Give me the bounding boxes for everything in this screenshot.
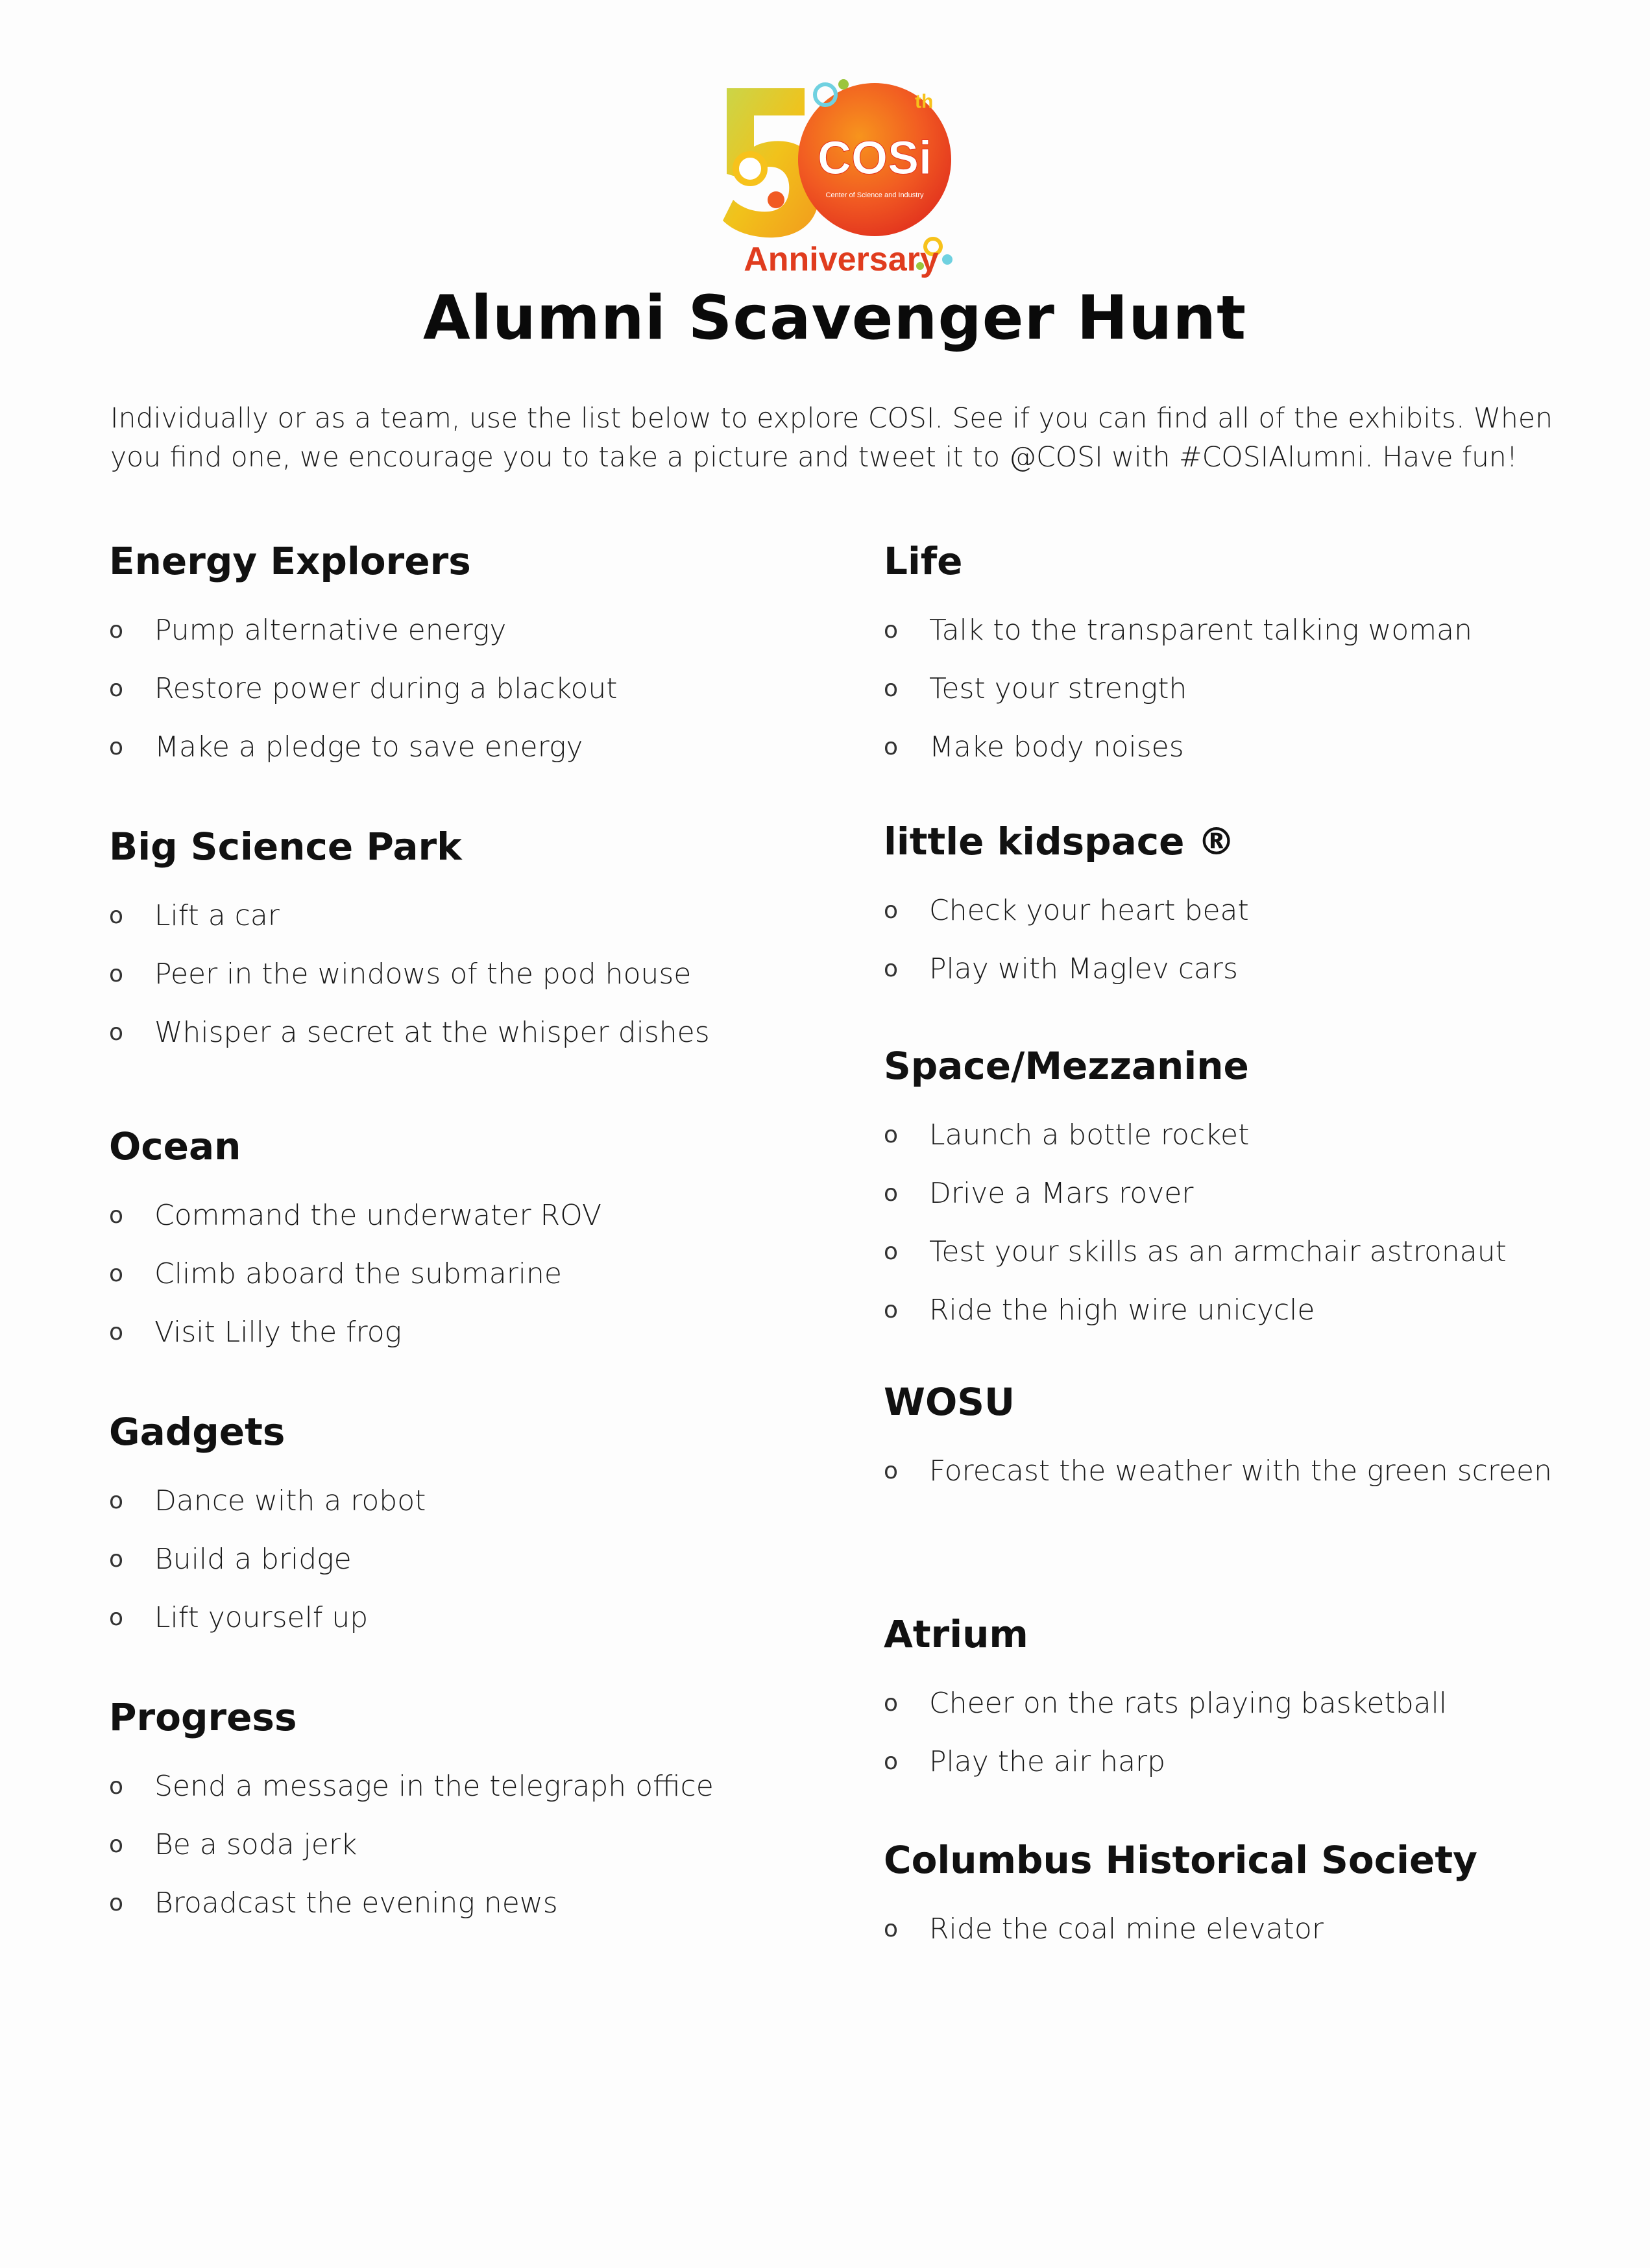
checklist-item-label: Pump alternative energy [154,613,507,647]
checklist [884,881,1249,998]
checklist [884,1105,1507,1339]
checklist-item [884,1442,1552,1500]
checklist-item [884,1281,1507,1339]
checklist-item [884,601,1472,659]
checklist-item [109,659,618,718]
checklist-item [109,1186,601,1244]
page-title: Alumni Scavenger Hunt [422,283,1247,354]
checklist [884,601,1472,776]
circle-bullet-icon: o [884,1179,899,1207]
checklist-item [884,718,1472,776]
checklist-item-label: Visit Lilly the frog [154,1315,402,1349]
circle-bullet-icon: o [884,955,899,982]
checklist-item [109,1757,714,1815]
section-title: little kidspace ® [884,819,1235,863]
section-title: Big Science Park [109,825,462,869]
checklist [109,886,710,1061]
checklist-item-label: Launch a bottle rocket [929,1118,1250,1152]
checklist-item-label: Play with Maglev cars [929,952,1238,985]
circle-bullet-icon: o [109,1604,124,1631]
checklist-item [109,1530,426,1588]
section-little-kidspace [884,819,1249,998]
logo-cosi-text: COSi [817,132,932,184]
circle-bullet-icon: o [109,1019,124,1046]
section-wosu [884,1379,1552,1500]
circle-bullet-icon: o [109,1889,124,1916]
checklist-item [109,1471,426,1530]
section-title: Energy Explorers [109,539,471,583]
checklist-item-label: Command the underwater ROV [154,1198,602,1232]
checklist-item-label: Check your heart beat [929,893,1249,927]
checklist [884,1442,1552,1500]
checklist-item [109,1303,601,1361]
section-title: Space/Mezzanine [884,1044,1249,1088]
checklist [884,1674,1447,1791]
section-atrium [884,1611,1447,1791]
circle-bullet-icon: o [884,1689,899,1717]
checklist-item [884,881,1249,939]
section-space-mezzanine [884,1043,1507,1339]
circle-bullet-icon: o [109,1487,124,1514]
checklist-item-label: Whisper a secret at the whisper dishes [154,1015,710,1049]
section-columbus-historical-society [884,1837,1477,1958]
intro-paragraph: Individually or as a team, use the list below to explore COSI. See if you can find all of the exhibits. When you find one, we encourage you to take a picture and tweet it to @COSI with #COSIAlumni. Have fun! [110,403,1553,474]
circle-bullet-icon: o [884,897,899,924]
checklist-item-label: Dance with a robot [154,1484,426,1517]
circle-bullet-icon: o [109,1545,124,1573]
checklist-item [884,1164,1507,1222]
checklist-item-label: Lift a car [154,899,280,932]
circle-bullet-icon: o [109,1260,124,1287]
checklist-item-label: Forecast the weather with the green screen [929,1454,1553,1488]
checklist-item [884,1732,1447,1791]
circle-bullet-icon: o [884,1748,899,1775]
checklist-item-label: Be a soda jerk [154,1828,358,1861]
checklist-item-label: Cheer on the rats playing basketball [929,1686,1448,1720]
checklist-item-label: Make body noises [929,730,1184,764]
section-big-science-park [109,824,710,1061]
checklist-item-label: Play the air harp [929,1744,1166,1778]
circle-bullet-icon: o [884,1238,899,1265]
checklist [884,1900,1477,1958]
section-title: Columbus Historical Society [884,1838,1477,1882]
checklist-item-label: Talk to the transparent talking woman [929,613,1472,647]
checklist-item-label: Drive a Mars rover [929,1176,1194,1210]
checklist [109,1757,714,1932]
section-title: WOSU [884,1380,1015,1424]
checklist [109,601,618,776]
circle-bullet-icon: o [109,1318,124,1345]
section-title: Ocean [109,1124,241,1168]
section-title: Atrium [884,1612,1028,1656]
section-title: Gadgets [109,1410,285,1454]
section-gadgets [109,1409,426,1647]
circle-bullet-icon: o [884,733,899,760]
circle-bullet-icon: o [884,675,899,702]
checklist-item-label: Restore power during a blackout [154,671,618,705]
circle-bullet-icon: o [109,1201,124,1229]
checklist-item-label: Make a pledge to save energy [154,730,583,764]
checklist-item [109,718,618,776]
circle-bullet-icon: o [109,1772,124,1800]
checklist-item [884,939,1249,998]
checklist-item-label: Broadcast the evening news [154,1886,558,1920]
checklist-item-label: Test your skills as an armchair astronaut [929,1235,1507,1268]
circle-bullet-icon: o [109,1831,124,1858]
checklist-item-label: Lift yourself up [154,1600,369,1634]
checklist [109,1186,601,1361]
checklist-item [884,1674,1447,1732]
checklist-item-label: Send a message in the telegraph office [154,1769,714,1803]
circle-bullet-icon: o [109,733,124,760]
circle-bullet-icon: o [884,1296,899,1323]
checklist-item [884,1900,1477,1958]
section-progress [109,1695,714,1932]
checklist-item-label: Ride the coal mine elevator [929,1912,1324,1946]
anniversary-label: Anniversary [744,241,939,278]
checklist-item [109,945,710,1003]
checklist-item-label: Climb aboard the submarine [154,1257,562,1290]
section-title: Life [884,539,963,583]
checklist-item-label: Ride the high wire unicycle [929,1293,1315,1327]
checklist-item [109,601,618,659]
checklist-item-label: Test your strength [929,671,1187,705]
circle-bullet-icon: o [109,616,124,644]
section-title: Progress [109,1695,297,1739]
checklist-item [109,1003,710,1061]
circle-bullet-icon: o [884,1915,899,1942]
circle-bullet-icon: o [884,1121,899,1148]
checklist-item [109,1244,601,1303]
checklist-item [884,1105,1507,1164]
checklist [109,1471,426,1647]
checklist-item [884,1222,1507,1281]
circle-bullet-icon: o [109,960,124,987]
circle-bullet-icon: o [109,902,124,929]
checklist-item-label: Build a bridge [154,1542,352,1576]
checklist-item [109,1815,714,1874]
checklist-item [109,1588,426,1647]
circle-bullet-icon: o [884,616,899,644]
circle-bullet-icon: o [884,1457,899,1484]
section-ocean [109,1124,601,1361]
checklist-item [884,659,1472,718]
logo-th-text: th [915,91,934,112]
section-life [884,538,1472,776]
section-energy-explorers [109,538,618,776]
checklist-item-label: Peer in the windows of the pod house [154,957,692,991]
checklist-item [109,886,710,945]
circle-bullet-icon: o [109,675,124,702]
checklist-item [109,1874,714,1932]
logo-subtext: Center of Science and Industry [825,191,924,199]
